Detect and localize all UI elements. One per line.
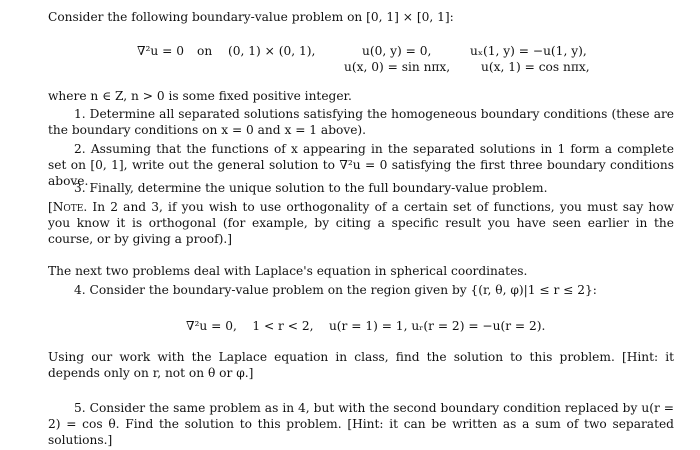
note-paragraph — [48, 199, 674, 247]
note-bracket: [ — [48, 200, 53, 214]
on-word: on — [197, 44, 213, 58]
laplace-equation: ∇²u = 0 — [137, 44, 184, 58]
item-1: 1. Determine all separated solutions satisfying the homogeneous boundary conditions (these are the boundary conditions on x = 0 and x = 1 above). — [48, 107, 674, 137]
next-problems-intro: The next two problems deal with Laplace's equation in spherical coordinates. — [48, 264, 528, 278]
boundary-condition-bottom: u(x, 0) = sin nπx, — [344, 60, 451, 74]
boundary-condition-top: u(x, 1) = cos nπx, — [481, 60, 590, 74]
item-3: 3. Finally, determine the unique solution to the full boundary-value problem. — [74, 181, 548, 195]
spherical-equation: ∇²u = 0, 1 < r < 2, u(r = 1) = 1, uᵣ(r = 2) = −u(r = 2). — [186, 319, 546, 333]
intro-text: Consider the following boundary-value problem on [0, 1] × [0, 1]: — [48, 10, 454, 24]
note-text: In 2 and 3, if you wish to use orthogonality of a certain set of functions, you must say how you know it is orthogonal (for example, by citing a specific result you have seen earlier in the course, or by giving a proof).] — [48, 200, 674, 246]
where-line: where n ∈ Z, n > 0 is some fixed positive integer. — [48, 89, 352, 103]
note-label: Note. — [52, 200, 88, 214]
boundary-condition-left: u(0, y) = 0, — [362, 44, 432, 58]
boundary-condition-right: uₓ(1, y) = −u(1, y), — [470, 44, 587, 58]
item-4: 4. Consider the boundary-value problem on the region given by {(r, θ, φ)|1 ≤ r ≤ 2}: — [74, 283, 597, 297]
item-2: 2. Assuming that the functions of x appearing in the separated solutions in 1 form a complete set on [0, 1], write out the general solution to ∇²u = 0 satisfying the first three boundary conditions above. — [48, 142, 674, 188]
domain-expression: (0, 1) × (0, 1), — [228, 44, 316, 58]
item-5: 5. Consider the same problem as in 4, but with the second boundary condition replaced by u(r = 2) = cos θ. Find the solution to this problem. [Hint: it can be written as a sum of two separated solutions.] — [48, 401, 674, 447]
item-4-follow: Using our work with the Laplace equation in class, find the solution to this problem. [Hint: it depends only on r, not on θ or φ.] — [48, 350, 674, 380]
